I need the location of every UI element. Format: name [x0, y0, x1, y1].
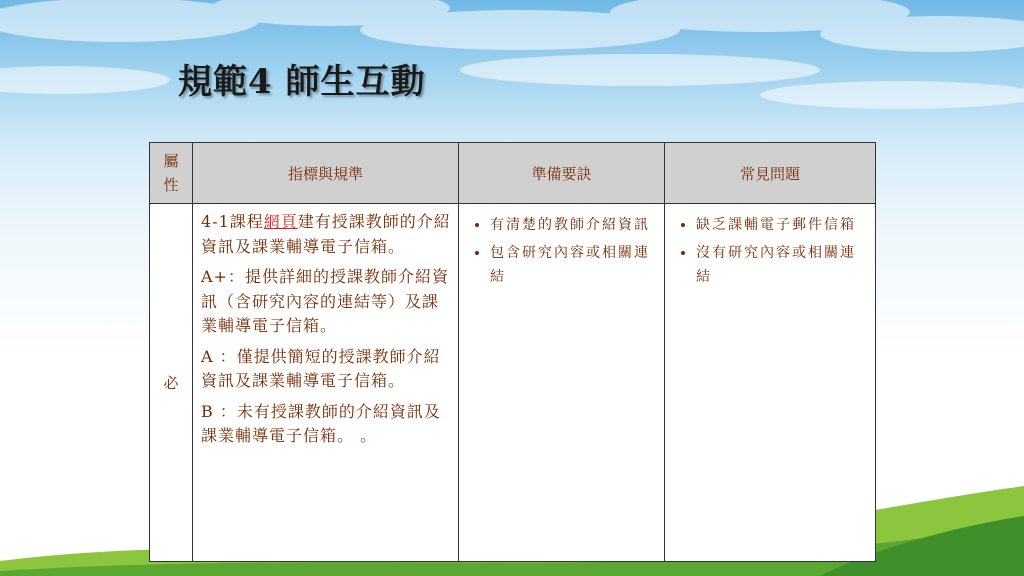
- attribute-cell: 必: [150, 204, 193, 562]
- problems-list: [666, 205, 874, 289]
- indicator-a-plus: A+：提供詳細的授課教師介紹資訊（含研究內容的連結等）及課業輔導電子信箱。: [201, 267, 449, 335]
- preparation-list: [460, 205, 663, 289]
- indicator-cell: [193, 204, 459, 562]
- table-row: [150, 204, 876, 562]
- problems-cell: [665, 204, 876, 562]
- indicator-b: B ：未有授課教師的介紹資訊及課業輔導電子信箱。 。: [201, 401, 441, 445]
- header-attribute: 屬 性: [150, 143, 193, 204]
- list-item: • 沒有研究內容或相關連結: [696, 241, 868, 289]
- slide-title: 規範4 師生互動: [178, 62, 426, 102]
- list-item: • 缺乏課輔電子郵件信箱: [696, 213, 868, 237]
- preparation-cell: [459, 204, 665, 562]
- list-item: • 有清楚的教師介紹資訊: [490, 213, 657, 237]
- indicator-a: A ：僅提供簡短的授課教師介紹資訊及課業輔導電子信箱。: [201, 346, 441, 390]
- header-problems: 常見問題: [665, 143, 876, 204]
- webpage-link[interactable]: 網頁: [263, 212, 298, 231]
- header-preparation: 準備要訣: [459, 143, 665, 204]
- list-item: • 包含研究內容或相關連結: [490, 241, 657, 289]
- table-header-row: [150, 143, 876, 204]
- indicator-main: 4-1課程網頁建有授課教師的介紹資訊及課業輔導電子信箱。: [201, 212, 451, 256]
- standards-table: [149, 142, 876, 562]
- header-indicator: 指標與規準: [193, 143, 459, 204]
